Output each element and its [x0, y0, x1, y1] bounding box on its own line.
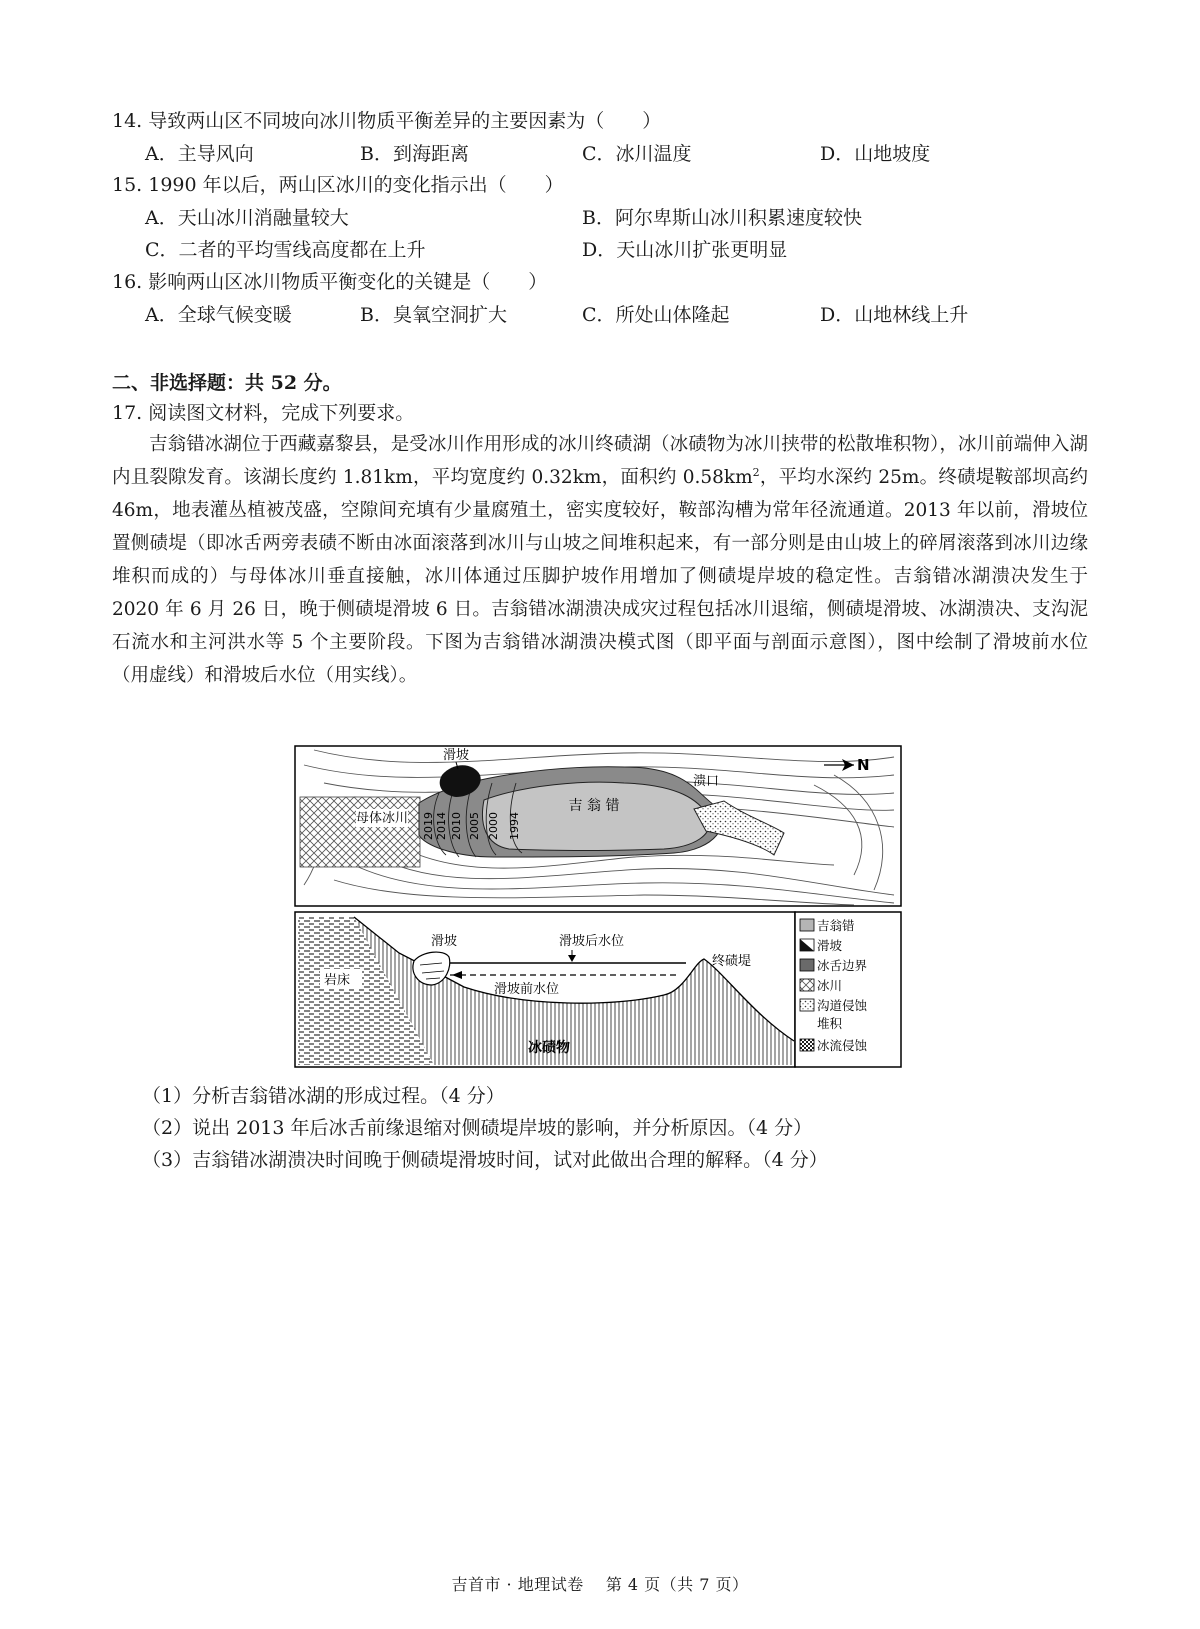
moraine-dam-label: 终碛堤	[712, 954, 752, 969]
figure-svg	[294, 745, 922, 1070]
question-14-option-c: C．冰川温度	[582, 143, 692, 165]
parent-glacier-area	[300, 797, 420, 867]
question-16-option-c: C．所处山体隆起	[582, 304, 730, 326]
profile-landslide-label: 滑坡	[430, 934, 458, 949]
legend-deposition: 堆积	[817, 1016, 843, 1031]
moraine-label: 冰碛物	[528, 1040, 570, 1056]
legend-swatch-tongue	[800, 959, 814, 971]
legend-landslide: 滑坡	[817, 938, 843, 953]
plan-view	[295, 746, 901, 906]
question-16-option-b: B．臭氧空洞扩大	[360, 304, 507, 326]
question-15-option-b: B．阿尔卑斯山冰川积累速度较快	[582, 207, 862, 229]
question-16-option-d: D．山地林线上升	[820, 304, 969, 326]
legend-swatch-iceflow	[800, 1039, 814, 1051]
legend-swatch-channel	[800, 999, 814, 1011]
breach-label: 溃口	[692, 774, 720, 789]
year-label-2014: 2014	[435, 812, 448, 840]
year-label-2005: 2005	[468, 812, 481, 840]
year-label-2000: 2000	[487, 812, 500, 840]
landslide-label: 滑坡	[442, 748, 470, 763]
legend-ice-flow-erosion: 冰流侵蚀	[817, 1038, 868, 1053]
before-level-label: 滑坡前水位	[494, 982, 560, 997]
question-17-stem: 17. 阅读图文材料，完成下列要求。	[112, 402, 415, 424]
legend-swatch-lake	[800, 919, 814, 931]
legend-swatch-glacier	[800, 979, 814, 991]
legend	[795, 912, 901, 1067]
subquestion-2: （2）说出 2013 年后冰舌前缘退缩对侧碛堤岸坡的影响，并分析原因。（4 分）	[142, 1117, 813, 1139]
bedrock-label: 岩床	[324, 973, 351, 988]
profile-view	[295, 912, 795, 1067]
question-15-stem: 15. 1990 年以后，两山区冰川的变化指示出（ ）	[112, 174, 564, 196]
legend-glacier: 冰川	[817, 978, 843, 993]
year-label-2019: 2019	[422, 812, 435, 840]
subquestion-1: （1）分析吉翁错冰湖的形成过程。（4 分）	[142, 1085, 505, 1107]
question-14-option-d: D．山地坡度	[820, 143, 931, 165]
subquestion-3: （3）吉翁错冰湖溃决时间晚于侧碛堤滑坡时间，试对此做出合理的解释。（4 分）	[142, 1149, 828, 1171]
area-unit-superscript: 2	[752, 465, 760, 479]
legend-tongue-boundary: 冰舌边界	[817, 958, 868, 973]
question-14-option-a: A．主导风向	[145, 143, 254, 165]
after-level-label: 滑坡后水位	[559, 934, 625, 949]
question-15-option-d: D．天山冰川扩张更明显	[582, 239, 788, 261]
question-15-option-c: C．二者的平均雪线高度都在上升	[145, 239, 426, 261]
material-part-1: 吉翁错冰湖位于西藏嘉黎县，是受冰川作用形成的冰川终碛湖（冰碛物为冰川挟带的松散堆积物），冰川前端伸入湖内且裂隙发育。该湖长度约 1.81km，平均宽度约 0.32km，面积约 0.58km	[112, 434, 1088, 488]
question-16-stem: 16. 影响两山区冰川物质平衡变化的关键是（ ）	[112, 271, 548, 293]
year-label-1994: 1994	[508, 812, 521, 840]
legend-channel-erosion: 沟道侵蚀	[817, 998, 868, 1013]
question-14-stem: 14. 导致两山区不同坡向冰川物质平衡差异的主要因素为（ ）	[112, 110, 662, 132]
lake-label: 吉 翁 错	[568, 798, 620, 814]
section-title: 二、非选择题：共 52 分。	[112, 372, 342, 394]
page-footer: 吉首市 · 地理试卷 第 4 页（共 7 页）	[451, 1575, 749, 1594]
question-16-option-a: A．全球气候变暖	[145, 304, 292, 326]
question-15-option-a: A．天山冰川消融量较大	[145, 207, 349, 229]
north-label: N	[857, 756, 870, 774]
legend-lake: 吉翁错	[817, 918, 855, 933]
parent-glacier-label: 母体冰川	[355, 811, 409, 826]
question-14-option-b: B．到海距离	[360, 143, 469, 165]
question-17-material	[112, 428, 1088, 692]
material-part-2: ，平均水深约 25m。终碛堤鞍部坝高约 46m，地表灌丛植被茂盛，空隙间充填有少量腐殖土，密实度较好，鞍部沟槽为常年径流通道。2013 年以前，滑坡位置侧碛堤（即冰舌两旁表碛不断由冰面滚落到冰川与山坡之间堆积起来，有一部分则是由山坡上的碎屑滚落到冰川边缘堆积而成的）与母体冰川垂直接触，冰川体通过压脚护坡作用增加了侧碛堤岸坡的稳定性。吉翁错冰湖溃决发生于 2020 年 6 月 26 日，晚于侧碛堤滑坡 6 日。吉翁错冰湖溃决成灾过程包括冰川退缩，侧碛堤滑坡、冰湖溃决、支沟泥石流水和主河洪水等 5 个主要阶段。下图为吉翁错冰湖溃决模式图（即平面与剖面示意图），图中绘制了滑坡前水位（用虚线）和滑坡后水位（用实线）。	[112, 467, 1089, 686]
year-label-2010: 2010	[450, 812, 463, 840]
lake-burst-model-figure	[294, 745, 922, 1070]
